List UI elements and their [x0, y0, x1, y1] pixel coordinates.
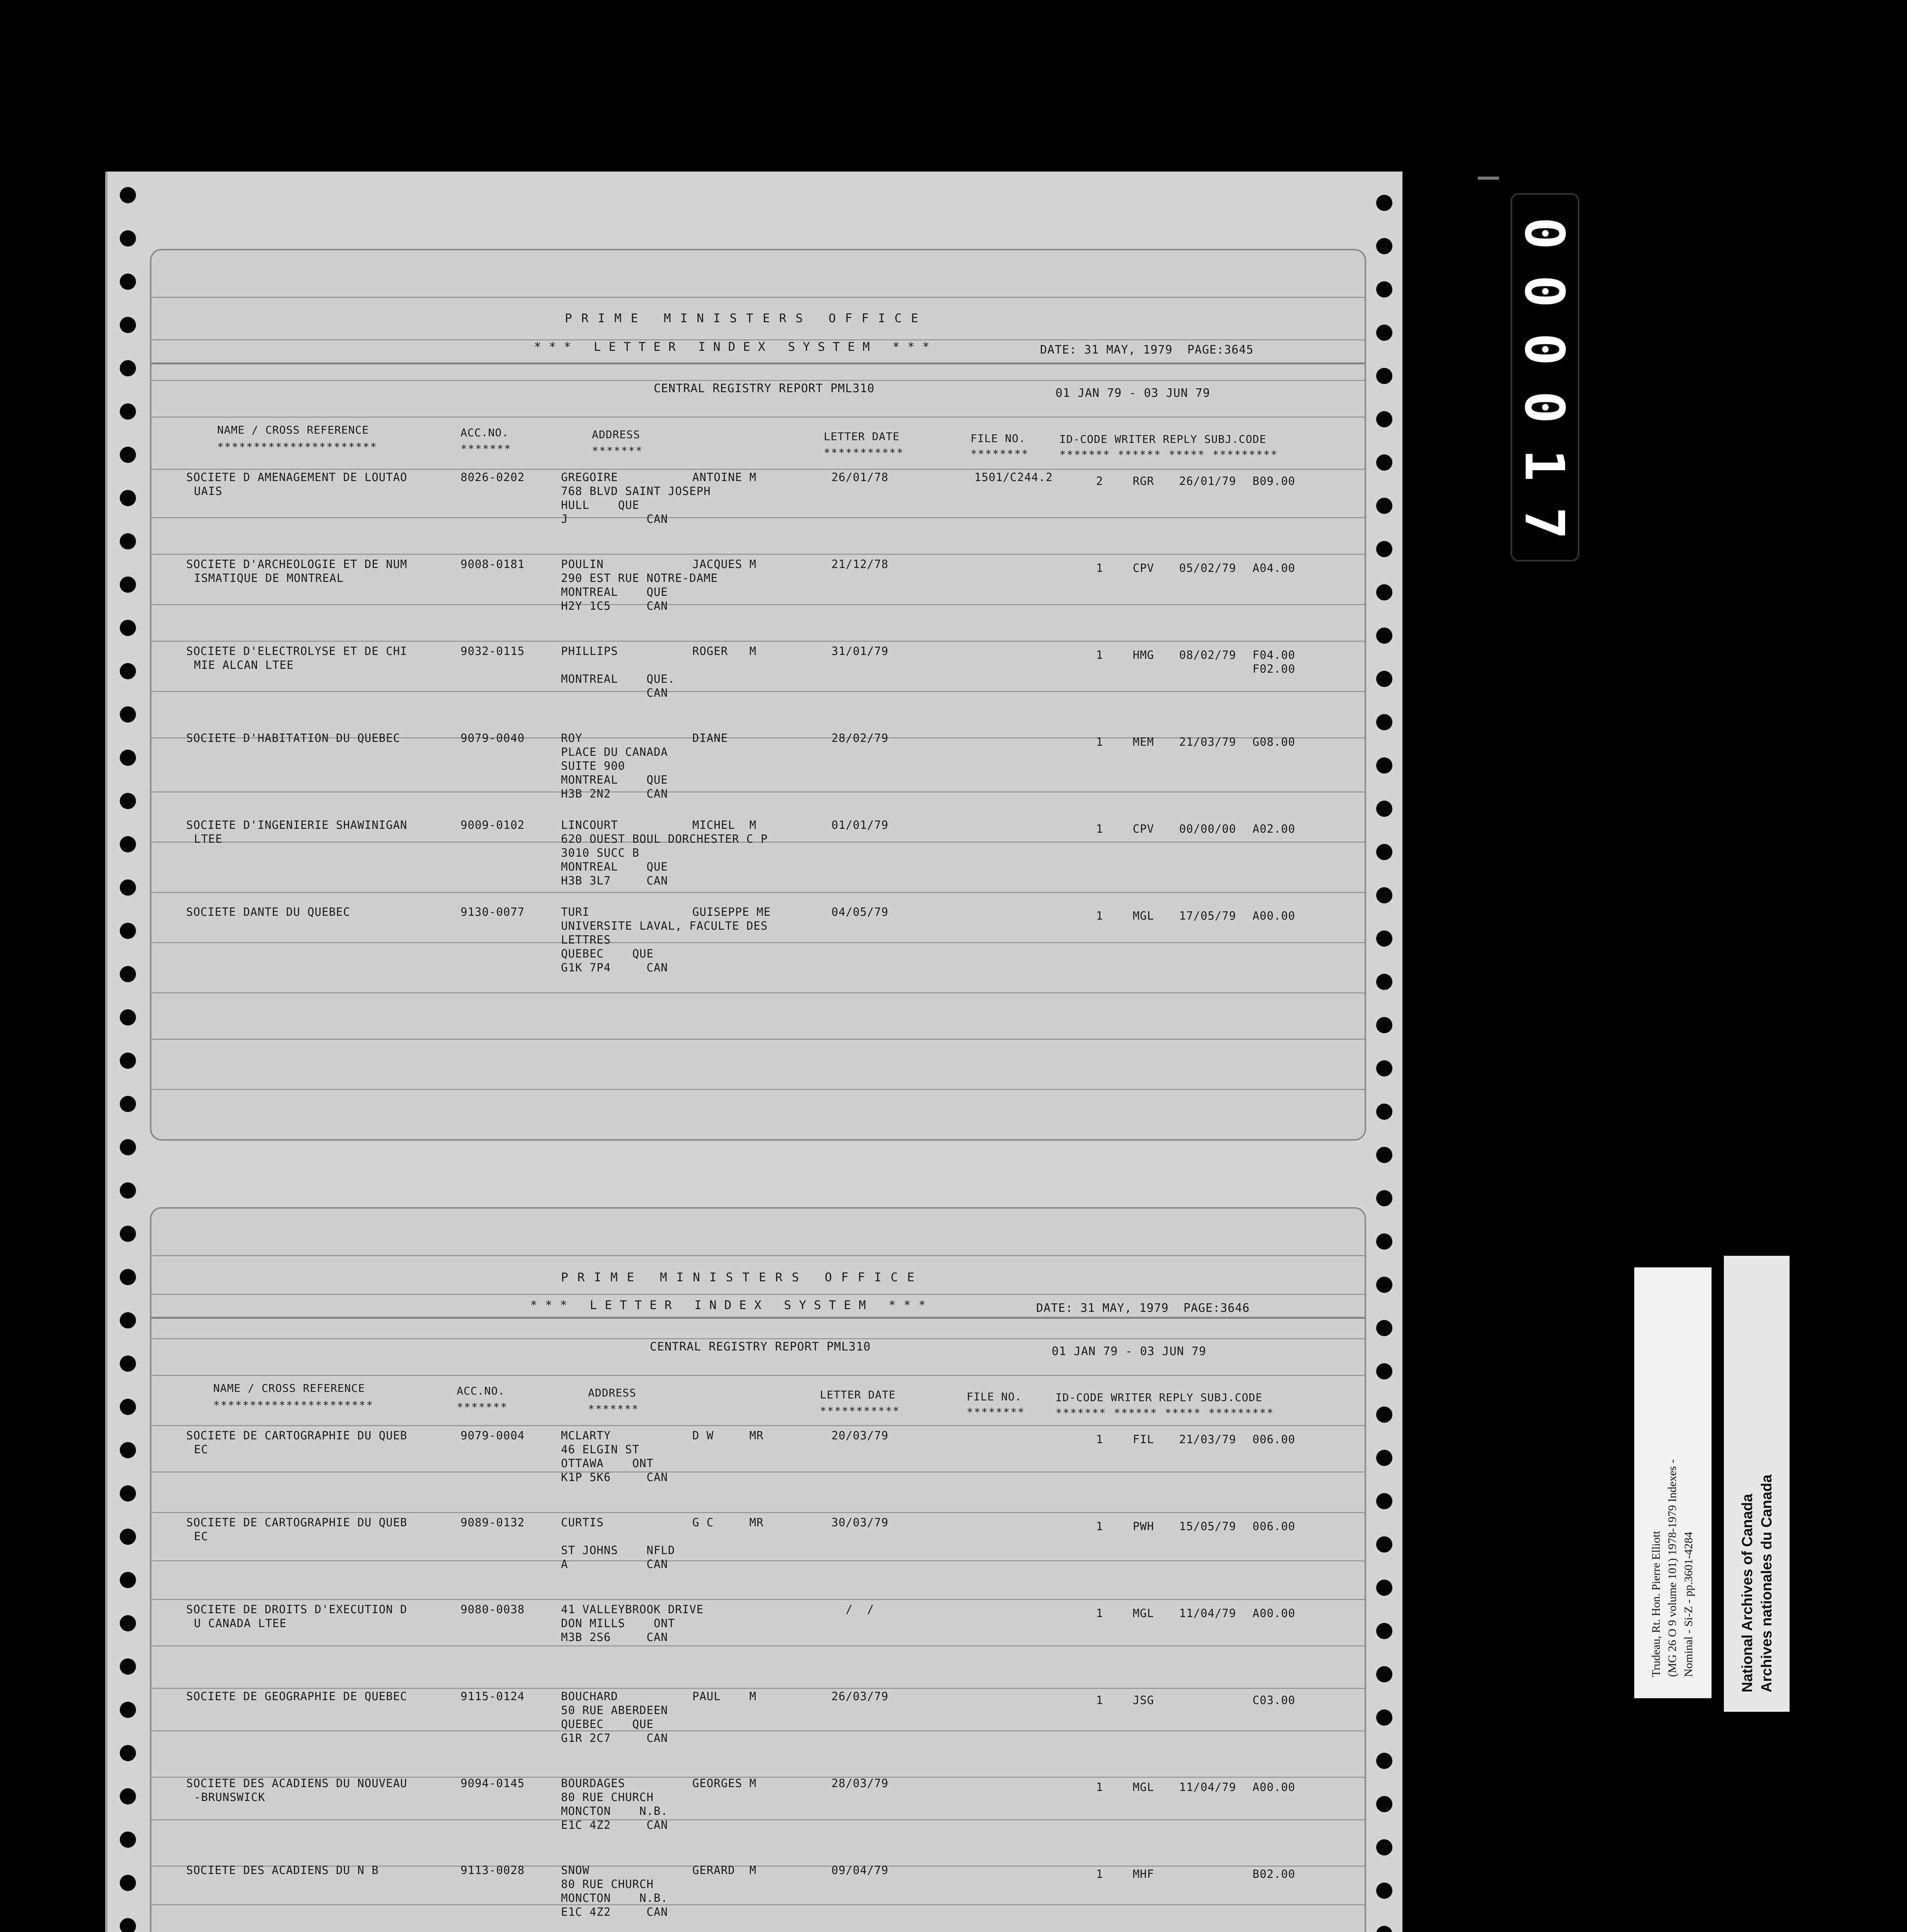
entry-writer: PWH	[1133, 1520, 1154, 1533]
entry-id-code: 1	[1096, 735, 1103, 748]
col-rest: ID-CODE WRITER REPLY SUBJ.CODE	[1059, 433, 1266, 446]
entry-acc: 9032-0115	[461, 645, 525, 658]
tractor-hole	[1376, 1926, 1392, 1932]
date-page: DATE: 31 MAY, 1979 PAGE:3646	[1036, 1301, 1250, 1315]
tractor-hole	[120, 1053, 136, 1069]
entry-name: SOCIETE D'HABITATION DU QUEBEC	[186, 731, 400, 745]
tractor-hole	[1376, 1147, 1392, 1163]
entry-subj: A00.00	[1253, 909, 1295, 922]
entry-name2: EC	[194, 1443, 208, 1456]
tractor-hole	[120, 533, 136, 549]
entry-addr1: POULIN	[561, 558, 604, 571]
entry-reply: 21/03/79	[1179, 1433, 1236, 1446]
entry-addr2: 290 EST RUE NOTRE-DAME	[561, 571, 718, 585]
index-entry	[151, 1516, 1365, 1605]
entry-addr2: 80 RUE CHURCH	[561, 1878, 654, 1891]
entry-writer: JSG	[1133, 1694, 1154, 1707]
entry-addr2: 46 ELGIN ST	[561, 1443, 640, 1456]
entry-id-code: 1	[1096, 648, 1103, 662]
entry-acc: 9009-0102	[461, 818, 525, 832]
entry-letter-date: 21/12/78	[831, 558, 889, 571]
entry-name2: MIE ALCAN LTEE	[194, 658, 294, 672]
tractor-hole	[1376, 1320, 1392, 1336]
entry-letter-date: / /	[831, 1603, 874, 1616]
tractor-hole	[1376, 1536, 1392, 1553]
index-entry	[151, 1429, 1365, 1518]
tractor-hole	[120, 663, 136, 679]
tractor-hole	[1376, 1883, 1392, 1899]
tractor-hole	[120, 1745, 136, 1761]
entry-name2: -BRUNSWICK	[194, 1791, 265, 1804]
tractor-hole	[1376, 238, 1392, 254]
frame-digit: 0	[1513, 391, 1576, 424]
tractor-hole	[1376, 887, 1392, 903]
entry-acc: 8026-0202	[461, 471, 525, 484]
entry-acc: 9079-0004	[461, 1429, 525, 1442]
entry-writer: MHF	[1133, 1867, 1154, 1881]
tractor-hole	[120, 966, 136, 982]
entry-name2: LTEE	[194, 832, 223, 845]
entry-first: DIANE	[692, 731, 728, 745]
tractor-hole	[120, 577, 136, 593]
date-range: 01 JAN 79 - 03 JUN 79	[1055, 386, 1210, 400]
entry-id-code: 1	[1096, 1694, 1103, 1707]
tractor-hole	[120, 923, 136, 939]
tractor-hole	[1376, 1104, 1392, 1120]
entry-writer: CPV	[1133, 822, 1154, 835]
tractor-hole	[1376, 1666, 1392, 1682]
entry-addr1: SNOW	[561, 1864, 590, 1877]
report-page-3646	[150, 1207, 1366, 1932]
report-title: CENTRAL REGISTRY REPORT PML310	[650, 1340, 871, 1354]
dots-rest: ******* ****** ***** *********	[1055, 1406, 1274, 1419]
entry-name: SOCIETE D'ELECTROLYSE ET DE CHI	[186, 645, 408, 658]
entry-addr1: TURI	[561, 905, 590, 918]
tractor-hole	[1376, 1450, 1392, 1466]
entry-addr1: GREGOIRE	[561, 471, 618, 484]
entry-id-code: 1	[1096, 1781, 1103, 1794]
entry-addr3: MONTREAL QUE.	[561, 672, 675, 685]
tractor-hole	[1376, 584, 1392, 600]
tractor-hole	[120, 230, 136, 247]
entry-reply: 26/01/79	[1179, 474, 1236, 488]
tractor-hole	[1376, 1493, 1392, 1509]
tractor-hole	[120, 1226, 136, 1242]
tractor-hole	[120, 1399, 136, 1415]
col-name: NAME / CROSS REFERENCE	[213, 1382, 365, 1395]
tractor-hole	[120, 360, 136, 376]
entry-addr4: E1C 4Z2 CAN	[561, 1905, 668, 1918]
frame-digit: 0	[1513, 217, 1576, 250]
entry-addr4: QUEBEC QUE	[561, 947, 654, 960]
entry-addr4: MONTREAL QUE	[561, 860, 668, 873]
system-title: *** LETTER INDEX SYSTEM ***	[530, 1298, 933, 1312]
entry-reply: 05/02/79	[1179, 561, 1236, 575]
tractor-hole	[120, 490, 136, 506]
entry-addr2: 80 RUE CHURCH	[561, 1791, 654, 1804]
frame-number-mark	[1511, 193, 1579, 561]
entry-first: PAUL M	[692, 1690, 757, 1703]
entry-name: SOCIETE DANTE DU QUEBEC	[186, 905, 350, 918]
tractor-hole	[120, 317, 136, 333]
entry-addr1: 41 VALLEYBROOK DRIVE	[561, 1603, 704, 1616]
tractor-hole	[1376, 1623, 1392, 1639]
entry-subj: A04.00	[1253, 561, 1295, 575]
entry-addr5: H3B 3L7 CAN	[561, 874, 668, 887]
frame-digit: 0	[1513, 333, 1576, 366]
entry-first: D W MR	[692, 1429, 764, 1442]
entry-name: SOCIETE DE DROITS D'EXECUTION D	[186, 1603, 408, 1616]
report-title: CENTRAL REGISTRY REPORT PML310	[654, 382, 875, 395]
entry-first: ANTOINE M	[692, 471, 757, 484]
tractor-hole	[120, 1702, 136, 1718]
entry-addr2: UNIVERSITE LAVAL, FACULTE DES	[561, 919, 768, 932]
entry-addr2: PLACE DU CANADA	[561, 745, 668, 759]
tractor-hole	[120, 447, 136, 463]
entry-letter-date: 30/03/79	[831, 1516, 889, 1529]
tractor-hole	[120, 1788, 136, 1804]
entry-reply: 15/05/79	[1179, 1520, 1236, 1533]
tractor-hole	[120, 403, 136, 420]
dots-addr: *******	[588, 1403, 639, 1415]
entry-name: SOCIETE DE CARTOGRAPHIE DU QUEB	[186, 1516, 408, 1529]
entry-addr3: SUITE 900	[561, 759, 625, 772]
tractor-hole	[1376, 1363, 1392, 1379]
office-title: PRIME MINISTERS OFFICE	[565, 311, 928, 325]
entry-reply: 17/05/79	[1179, 909, 1236, 922]
tractor-hole	[1376, 671, 1392, 687]
index-entry	[151, 731, 1365, 820]
entry-addr3: OTTAWA ONT	[561, 1457, 654, 1470]
index-entry	[151, 905, 1365, 994]
tractor-hole	[120, 1442, 136, 1458]
tractor-hole	[1376, 1190, 1392, 1206]
entry-id-code: 1	[1096, 822, 1103, 835]
entry-addr1: LINCOURT	[561, 818, 618, 832]
tractor-hole	[120, 1355, 136, 1372]
col-rest: ID-CODE WRITER REPLY SUBJ.CODE	[1055, 1391, 1263, 1404]
tractor-hole	[1376, 1060, 1392, 1077]
dots-file: ********	[967, 1406, 1025, 1418]
entry-subj: B02.00	[1253, 1867, 1295, 1881]
dots-acc: *******	[461, 442, 512, 455]
entry-letter-date: 31/01/79	[831, 645, 889, 658]
tractor-hole	[120, 879, 136, 896]
tractor-hole	[120, 274, 136, 290]
report-page-3645	[150, 249, 1366, 1141]
entry-subj: B09.00	[1253, 474, 1295, 488]
entry-writer: MGL	[1133, 1781, 1154, 1794]
tractor-hole	[120, 1572, 136, 1588]
col-letter-date: LETTER DATE	[824, 430, 900, 443]
entry-subj2: F02.00	[1253, 662, 1295, 675]
entry-addr4: MONTREAL QUE	[561, 773, 668, 786]
date-range: 01 JAN 79 - 03 JUN 79	[1052, 1345, 1207, 1358]
entry-writer: HMG	[1133, 648, 1154, 662]
dots-file: ********	[970, 447, 1029, 460]
entry-addr3: HULL QUE	[561, 498, 640, 512]
dots-addr: *******	[592, 444, 643, 457]
tractor-hole	[1376, 714, 1392, 730]
entry-first: G C MR	[692, 1516, 764, 1529]
film-smudge	[1478, 177, 1499, 180]
entry-subj: F04.00	[1253, 648, 1295, 662]
tractor-hole	[1376, 1839, 1392, 1855]
dots-name: **********************	[217, 440, 377, 453]
tractor-hole	[120, 1269, 136, 1285]
entry-addr2: 620 OUEST BOUL DORCHESTER C P	[561, 832, 768, 845]
entry-name: SOCIETE DES ACADIENS DU N B	[186, 1864, 379, 1877]
entry-addr1: ROY	[561, 731, 583, 745]
entry-first: ROGER M	[692, 645, 757, 658]
entry-subj: C03.00	[1253, 1694, 1295, 1707]
tractor-hole	[1376, 1277, 1392, 1293]
tractor-hole	[1376, 801, 1392, 817]
tractor-hole	[1376, 1753, 1392, 1769]
entry-first: GERARD M	[692, 1864, 757, 1877]
archives-line-2: Archives nationales du Canada	[1759, 1475, 1775, 1692]
entry-subj: G08.00	[1253, 735, 1295, 748]
tractor-hole	[120, 1529, 136, 1545]
tractor-hole	[1376, 1796, 1392, 1812]
date-page: DATE: 31 MAY, 1979 PAGE:3645	[1040, 343, 1254, 357]
entry-first: JACQUES M	[692, 558, 757, 571]
tractor-hole	[120, 1615, 136, 1631]
entry-name: SOCIETE DES ACADIENS DU NOUVEAU	[186, 1777, 408, 1790]
entry-acc: 9130-0077	[461, 905, 525, 918]
entry-addr1: CURTIS	[561, 1516, 604, 1529]
index-entry	[151, 1603, 1365, 1692]
entry-writer: FIL	[1133, 1433, 1154, 1446]
tractor-hole	[1376, 1709, 1392, 1726]
entry-acc: 9115-0124	[461, 1690, 525, 1703]
entry-subj: A00.00	[1253, 1781, 1295, 1794]
tractor-hole	[1376, 1233, 1392, 1250]
entry-name: SOCIETE DE CARTOGRAPHIE DU QUEB	[186, 1429, 408, 1442]
entry-writer: MGL	[1133, 1607, 1154, 1620]
tractor-hole	[120, 1832, 136, 1848]
tractor-hole	[120, 793, 136, 809]
col-acc: ACC.NO.	[457, 1384, 505, 1397]
frame-digit: 0	[1513, 275, 1576, 308]
entry-writer: RGR	[1133, 474, 1154, 488]
entry-addr4: J CAN	[561, 512, 668, 526]
tractor-hole	[1376, 498, 1392, 514]
collection-label	[1634, 1267, 1712, 1698]
index-entry	[151, 645, 1365, 733]
entry-addr3: ST JOHNS NFLD	[561, 1544, 675, 1557]
col-address: ADDRESS	[592, 428, 641, 441]
entry-acc: 9080-0038	[461, 1603, 525, 1616]
tractor-hole	[120, 187, 136, 203]
dots-acc: *******	[457, 1401, 508, 1413]
index-entry	[151, 1777, 1365, 1866]
entry-id-code: 1	[1096, 561, 1103, 575]
index-entry	[151, 1690, 1365, 1779]
index-entry	[151, 1864, 1365, 1932]
entry-addr3: MONCTON N.B.	[561, 1891, 668, 1905]
office-title: PRIME MINISTERS OFFICE	[561, 1270, 924, 1284]
entry-reply: 08/02/79	[1179, 648, 1236, 662]
entry-addr4: A CAN	[561, 1558, 668, 1571]
entry-first: MICHEL M	[692, 818, 757, 832]
tractor-hole	[1376, 325, 1392, 341]
frame-digit: 7	[1513, 507, 1576, 540]
dots-rest: ******* ****** ***** *********	[1059, 448, 1278, 461]
tractor-hole	[120, 1875, 136, 1891]
entry-subj: A00.00	[1253, 1607, 1295, 1620]
entry-addr2: 768 BLVD SAINT JOSEPH	[561, 485, 711, 498]
entry-addr2: DON MILLS ONT	[561, 1617, 675, 1630]
entry-addr4: K1P 5K6 CAN	[561, 1471, 668, 1484]
entry-file-no: 1501/C244.2	[974, 471, 1053, 484]
entry-writer: CPV	[1133, 561, 1154, 575]
label-line-3: Nominal - Si-Z - pp.3601-4284	[1682, 1532, 1695, 1677]
index-entry	[151, 558, 1365, 646]
tractor-hole	[1376, 628, 1392, 644]
col-file-no: FILE NO.	[970, 432, 1026, 445]
tractor-hole	[1376, 1580, 1392, 1596]
entry-name2: EC	[194, 1530, 208, 1543]
index-entry	[151, 818, 1365, 907]
tractor-hole	[1376, 454, 1392, 471]
entry-id-code: 1	[1096, 1520, 1103, 1533]
entry-letter-date: 04/05/79	[831, 905, 889, 918]
tractor-hole	[1376, 844, 1392, 860]
tractor-hole	[1376, 930, 1392, 947]
col-address: ADDRESS	[588, 1386, 637, 1399]
tractor-hole	[120, 750, 136, 766]
entry-name: SOCIETE D AMENAGEMENT DE LOUTAO	[186, 471, 408, 484]
entry-addr4: H2Y 1C5 CAN	[561, 599, 668, 612]
label-line-2: (MG 26 O 9 volume 101) 1978-1979 Indexes -	[1666, 1459, 1679, 1677]
entry-id-code: 1	[1096, 909, 1103, 922]
entry-addr4: G1R 2C7 CAN	[561, 1731, 668, 1745]
tractor-hole	[1376, 1017, 1392, 1033]
tractor-hole	[120, 1658, 136, 1675]
entry-letter-date: 28/03/79	[831, 1777, 889, 1790]
entry-addr2: 50 RUE ABERDEEN	[561, 1704, 668, 1717]
tractor-hole	[120, 1139, 136, 1155]
entry-reply: 00/00/00	[1179, 822, 1236, 835]
entry-letter-date: 28/02/79	[831, 731, 889, 745]
tractor-hole	[120, 836, 136, 852]
entry-letter-date: 26/03/79	[831, 1690, 889, 1703]
col-file-no: FILE NO.	[967, 1390, 1022, 1403]
entry-id-code: 1	[1096, 1607, 1103, 1620]
entry-acc: 9113-0028	[461, 1864, 525, 1877]
entry-addr3: 3010 SUCC B	[561, 846, 640, 859]
dots-letter-date: ***********	[824, 446, 904, 459]
entry-id-code: 1	[1096, 1433, 1103, 1446]
tractor-hole	[1376, 281, 1392, 298]
dots-name: **********************	[213, 1399, 374, 1412]
label-line-1: Trudeau, Rt. Hon. Pierre Elliott	[1650, 1531, 1662, 1677]
entry-addr4: E1C 4Z2 CAN	[561, 1818, 668, 1832]
tractor-hole	[120, 1312, 136, 1328]
entry-addr3: MONTREAL QUE	[561, 585, 668, 599]
entry-first: GEORGES M	[692, 1777, 757, 1790]
tractor-hole	[120, 620, 136, 636]
tractor-hole	[120, 1485, 136, 1502]
tractor-hole	[120, 1182, 136, 1199]
printout-sheet	[105, 172, 1402, 1932]
entry-subj: 006.00	[1253, 1433, 1295, 1446]
entry-letter-date: 26/01/78	[831, 471, 889, 484]
archives-label	[1724, 1256, 1790, 1712]
entry-name2: UAIS	[194, 485, 223, 498]
col-name: NAME / CROSS REFERENCE	[217, 423, 369, 436]
tractor-hole	[120, 1918, 136, 1932]
index-entry	[151, 471, 1365, 560]
tractor-hole	[120, 706, 136, 723]
entry-reply: 11/04/79	[1179, 1607, 1236, 1620]
entry-reply: 21/03/79	[1179, 735, 1236, 748]
entry-addr5: H3B 2N2 CAN	[561, 787, 668, 800]
entry-writer: MEM	[1133, 735, 1154, 748]
tractor-hole	[1376, 411, 1392, 427]
entry-subj: A02.00	[1253, 822, 1295, 835]
entry-name: SOCIETE D'INGENIERIE SHAWINIGAN	[186, 818, 408, 832]
entry-acc: 9079-0040	[461, 731, 525, 745]
tractor-hole	[1376, 195, 1392, 211]
entry-writer: MGL	[1133, 909, 1154, 922]
entry-letter-date: 01/01/79	[831, 818, 889, 832]
entry-subj: 006.00	[1253, 1520, 1295, 1533]
tractor-hole	[1376, 757, 1392, 774]
entry-addr3: LETTRES	[561, 933, 611, 946]
tractor-hole	[120, 1096, 136, 1112]
entry-addr4: CAN	[561, 686, 668, 699]
entry-letter-date: 09/04/79	[831, 1864, 889, 1877]
entry-id-code: 2	[1096, 474, 1103, 488]
entry-acc: 9089-0132	[461, 1516, 525, 1529]
entry-addr3: M3B 2S6 CAN	[561, 1631, 668, 1644]
entry-addr3: MONCTON N.B.	[561, 1804, 668, 1818]
entry-acc: 9008-0181	[461, 558, 525, 571]
frame-digit: 1	[1513, 449, 1576, 482]
entry-first: GUISEPPE ME	[692, 905, 771, 918]
entry-name2: ISMATIQUE DE MONTREAL	[194, 571, 344, 585]
tractor-hole	[1376, 1406, 1392, 1423]
entry-addr1: PHILLIPS	[561, 645, 618, 658]
entry-id-code: 1	[1096, 1867, 1103, 1881]
entry-acc: 9094-0145	[461, 1777, 525, 1790]
col-acc: ACC.NO.	[461, 426, 509, 439]
entry-reply: 11/04/79	[1179, 1781, 1236, 1794]
tractor-holes-right	[1369, 172, 1400, 1932]
archives-line-1: National Archives of Canada	[1739, 1494, 1756, 1692]
entry-name2: U CANADA LTEE	[194, 1617, 287, 1630]
tractor-hole	[1376, 541, 1392, 557]
tractor-hole	[1376, 974, 1392, 990]
entry-addr1: BOURDAGES	[561, 1777, 625, 1790]
system-title: *** LETTER INDEX SYSTEM ***	[534, 340, 937, 354]
entry-addr3: QUEBEC QUE	[561, 1718, 654, 1731]
tractor-hole	[120, 1009, 136, 1026]
tractor-hole	[1376, 368, 1392, 384]
entry-addr5: G1K 7P4 CAN	[561, 961, 668, 974]
entry-letter-date: 20/03/79	[831, 1429, 889, 1442]
entry-addr1: BOUCHARD	[561, 1690, 618, 1703]
entry-name: SOCIETE D'ARCHEOLOGIE ET DE NUM	[186, 558, 408, 571]
entry-addr1: MCLARTY	[561, 1429, 611, 1442]
dots-letter-date: ***********	[820, 1405, 900, 1417]
tractor-holes-left	[113, 172, 144, 1932]
col-letter-date: LETTER DATE	[820, 1388, 896, 1401]
entry-name: SOCIETE DE GEOGRAPHIE DE QUEBEC	[186, 1690, 408, 1703]
